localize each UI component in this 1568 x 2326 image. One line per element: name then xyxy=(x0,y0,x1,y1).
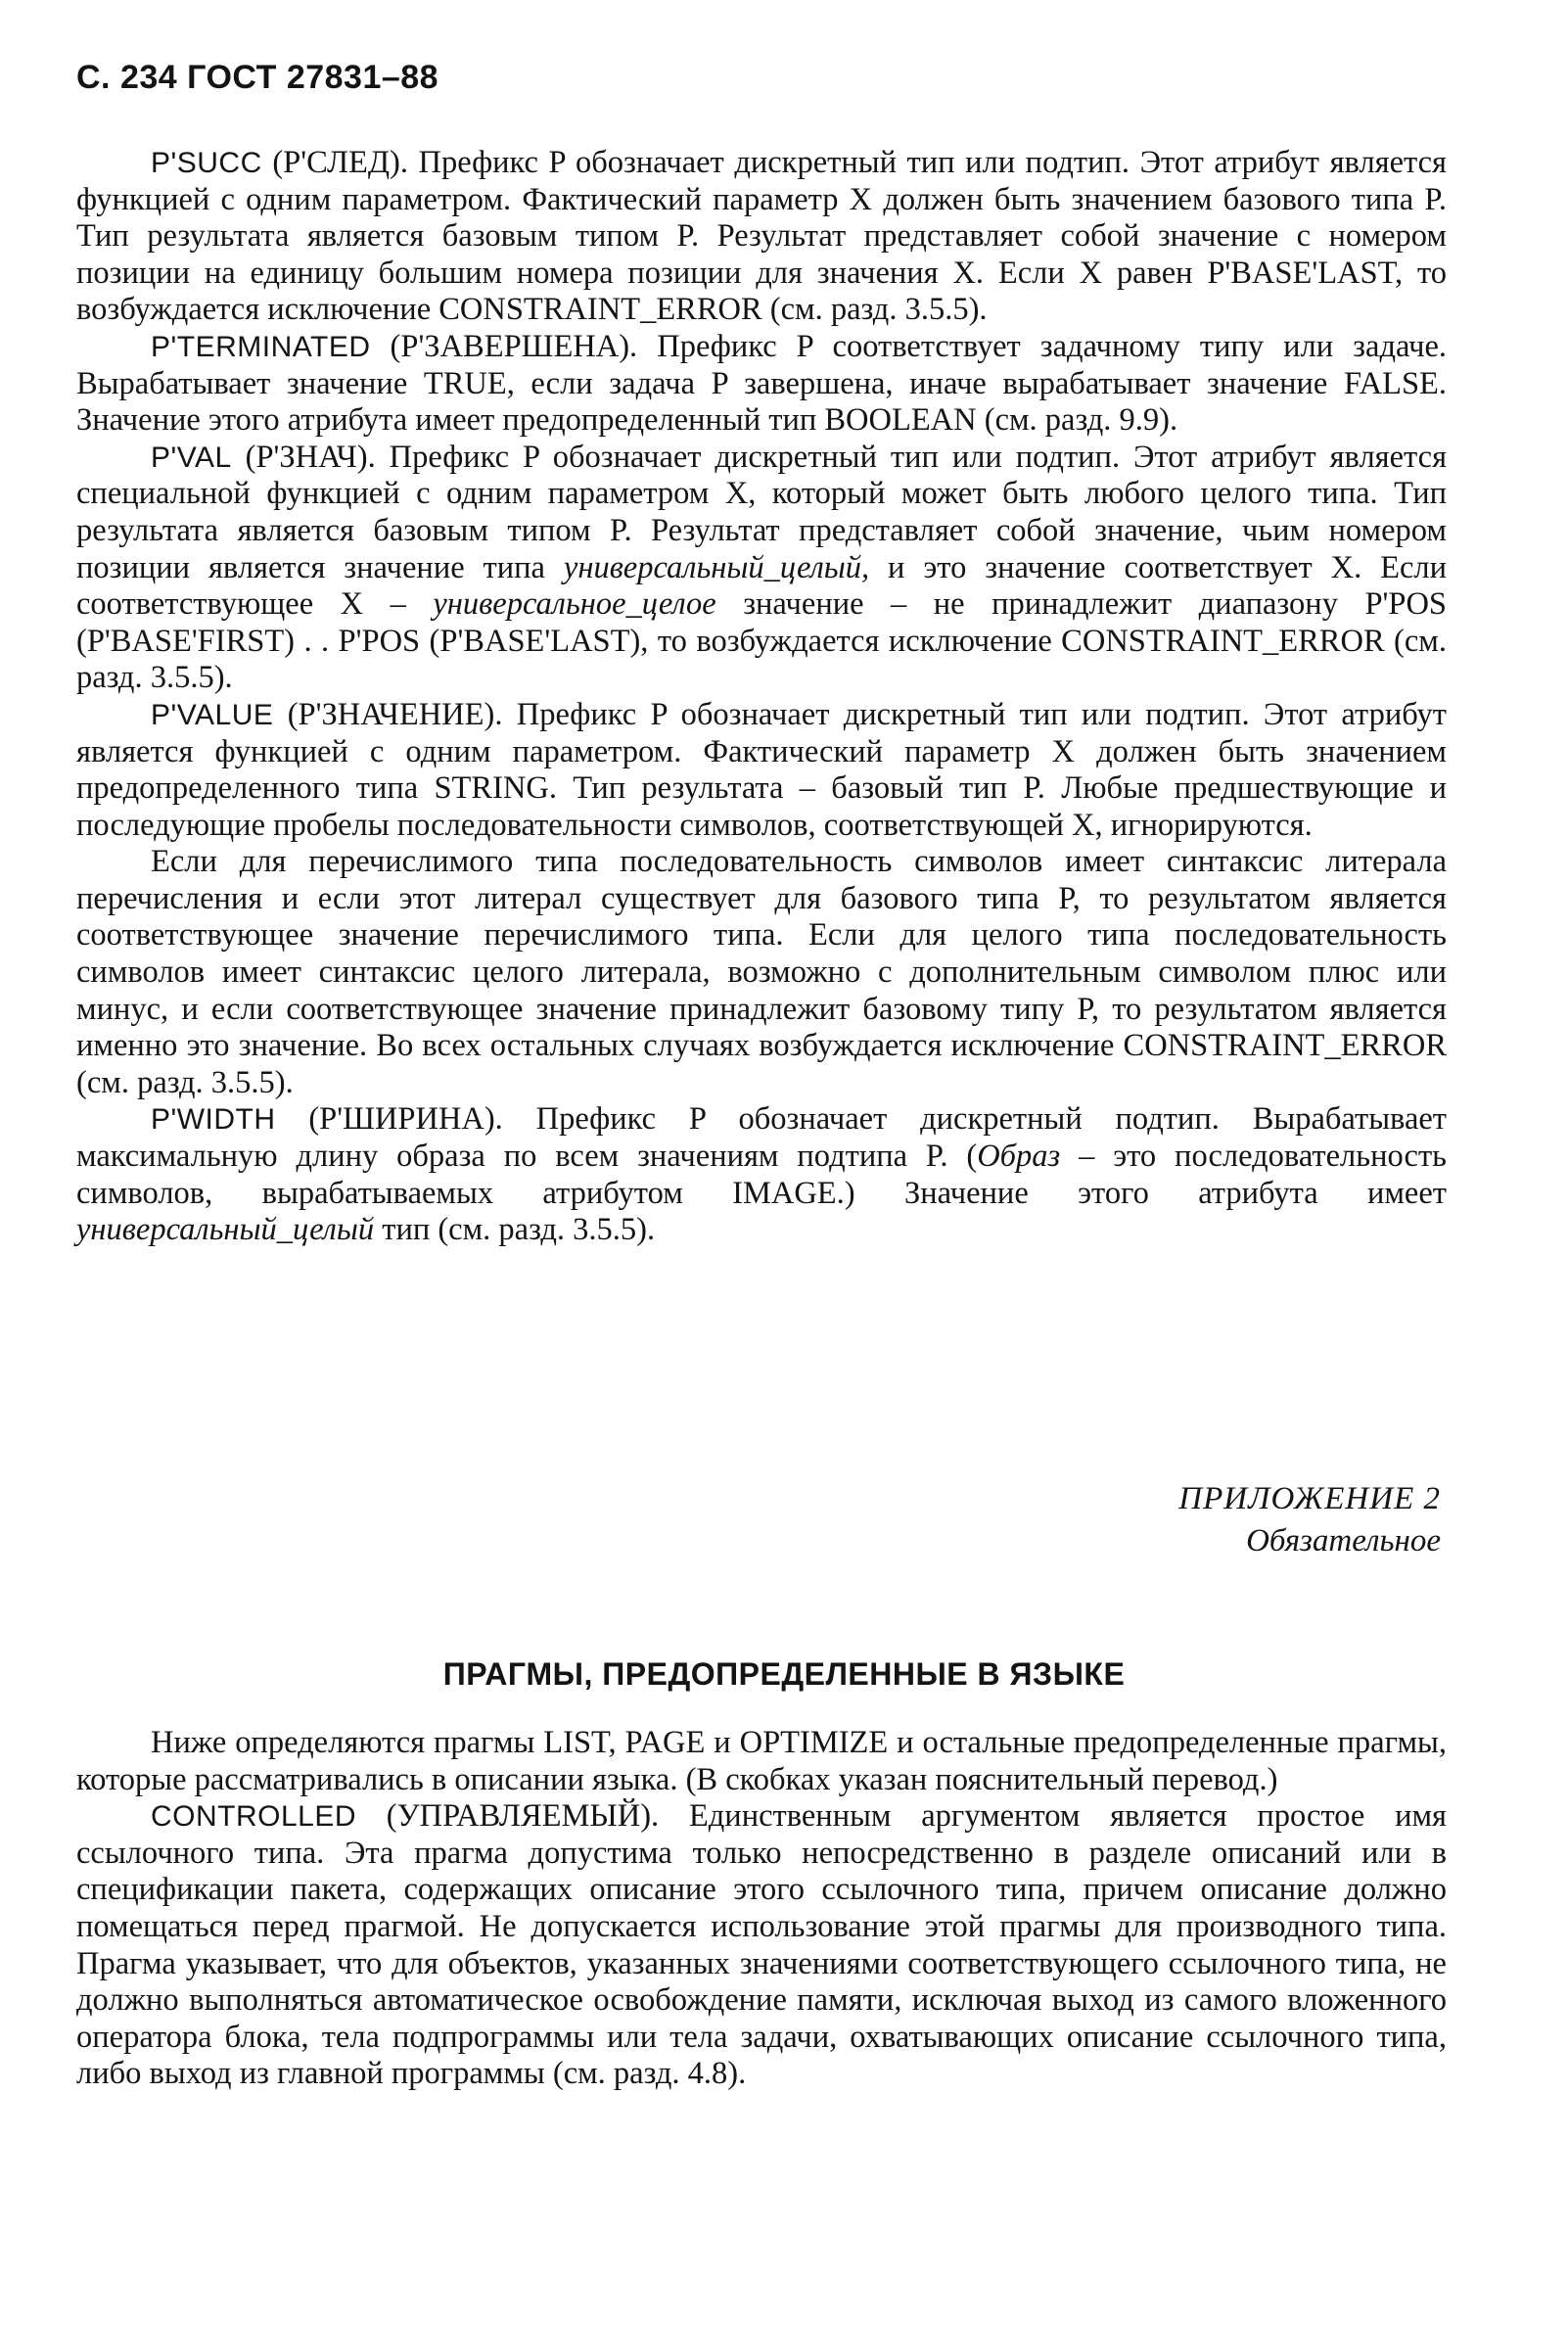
attribute-name: P'VALUE xyxy=(151,698,274,731)
attribute-name: P'VAL xyxy=(151,441,232,474)
attribute-val xyxy=(76,440,1447,697)
attribute-ru-name: (P'ШИРИНА). xyxy=(308,1101,503,1138)
attribute-name: P'WIDTH xyxy=(151,1103,276,1137)
attribute-ru-name: (P'СЛЕД). xyxy=(272,145,408,180)
attribute-ru-name: (P'ЗНАЧЕНИЕ). xyxy=(287,696,503,732)
attribute-text: тип (см. разд. 3.5.5). xyxy=(374,1212,656,1248)
pragma-text: Единственным аргументом является простое имя ссылочного типа. Эта прагма допустима только непосредственно в разделе описаний или в спецификации пакета, содержащих описание этого ссылочного типа, причем описание должно помещаться перед прагмой. Не допускается использование этой прагмы для производного типа. Прагма указывает, что для объектов, указанных значениями соответствующего ссылочного типа, не должно выполняться автоматическое освобождение памяти, исключая выход из самого вложенного оператора блока, тела подпрограммы или тела задачи, охватывающих описание ссылочного типа, либо выход из главной программы (см. разд. 4.8). xyxy=(76,1798,1447,2092)
appendix-label xyxy=(1178,1478,1441,1562)
appendix-subtitle: Обязательное xyxy=(1246,1523,1441,1558)
pragmas-block xyxy=(76,1725,1447,2093)
appendix-title: ПРИЛОЖЕНИЕ 2 xyxy=(1178,1481,1441,1516)
attribute-ru-name: (P'ЗНАЧ). xyxy=(245,439,376,475)
attribute-text: – это последовательность символов, вырабатываемых атрибутом IMAGE.) Значение этого атрибута имеет xyxy=(76,1139,1447,1211)
pragma-controlled xyxy=(76,1798,1447,2093)
attribute-name: P'TERMINATED xyxy=(151,330,371,363)
attribute-text: Префикс P обозначает дискретный тип или подтип. Этот атрибут является специальной функцией с одним параметром X, который может быть любого целого типа. Тип результата является базовым типом P. Результат представляет собой значение, чьим номером позиции является значение типа xyxy=(76,439,1448,585)
page-header: С. 234 ГОСТ 27831–88 xyxy=(76,59,439,96)
attribute-text: Префикс P соответствует задачному типу или задаче. Вырабатывает значение TRUE, если задача P завершена, иначе вырабатывает значение FALSE. Значение этого атрибута имеет предопределенный тип BOOLEAN (см. разд. 9.9). xyxy=(76,328,1447,439)
attribute-text: и это значение соответствует X. Если соответствующее X – xyxy=(76,549,1447,623)
italic-term: универсальное_целое xyxy=(433,586,716,623)
italic-term: Образ xyxy=(977,1139,1061,1175)
attributes-block xyxy=(76,145,1447,1249)
italic-term: универсальный_целый xyxy=(76,1212,375,1248)
section-intro: Ниже определяются прагмы LIST, PAGE и OPTIMIZE и остальные предопределенные прагмы, которые рассматривались в описании языка. (В скобках указан пояснительный перевод.) xyxy=(76,1725,1447,1797)
attribute-value-continued xyxy=(76,844,1447,1101)
attribute-text: Префикс P обозначает дискретный тип или подтип. Этот атрибут является функцией с одним параметром. Фактический параметр X должен быть значением предопределенного типа STRING. Тип результата – базовый тип P. Любые предшествующие и последующие пробелы последовательности символов, соответствующей X, игнорируются. xyxy=(76,696,1447,843)
attribute-text: Если для перечислимого типа последовательность символов имеет синтаксис литерала перечисления и если этот литерал существует для базового типа P, то результатом является соответствующее значение перечислимого типа. Если для целого типа последовательность символов имеет синтаксис целого литерала, возможно с дополнительным символом плюс или минус, и если соответствующее значение принадлежит базовому типу P, то результатом является именно это значение. Во всех остальных случаях возбуждается исключение CONSTRAINT_ERROR (см. разд. 3.5.5). xyxy=(76,844,1447,1100)
pragma-ru-name: (УПРАВЛЯЕМЫЙ). xyxy=(386,1798,660,1835)
attribute-value xyxy=(76,697,1447,844)
attribute-text: значение – не принадлежит диапазону P'POS (P'BASE'FIRST) . . P'POS (P'BASE'LAST), то возбуждается исключение CONSTRAINT_ERROR (см. разд. 3.5.5). xyxy=(76,586,1447,696)
italic-term: универсальный_целый, xyxy=(563,549,870,585)
attribute-text: Префикс P обозначает дискретный тип или подтип. Этот атрибут является функцией с одним параметром. Фактический параметр X должен быть значением базового типа P. Тип результата является базовым типом P. Результат представляет собой значение с номером позиции на единицу большим номера позиции для значения X. Если X равен P'BASE'LAST, то возбуждается исключение CONSTRAINT_ERROR (см. разд. 3.5.5). xyxy=(76,145,1448,328)
attribute-succ xyxy=(76,145,1447,329)
attribute-text: Префикс P обозначает дискретный подтип. Вырабатывает максимальную длину образа по всем значениям подтипа P. ( xyxy=(76,1101,1448,1175)
attribute-width xyxy=(76,1101,1447,1248)
pragma-name: CONTROLLED xyxy=(151,1800,357,1834)
section-title: ПРАГМЫ, ПРЕДОПРЕДЕЛЕННЫЕ В ЯЗЫКЕ xyxy=(442,1656,1126,1692)
attribute-terminated xyxy=(76,329,1447,440)
attribute-name: P'SUCC xyxy=(151,147,262,179)
attribute-ru-name: (P'ЗАВЕРШЕНА). xyxy=(390,328,638,364)
